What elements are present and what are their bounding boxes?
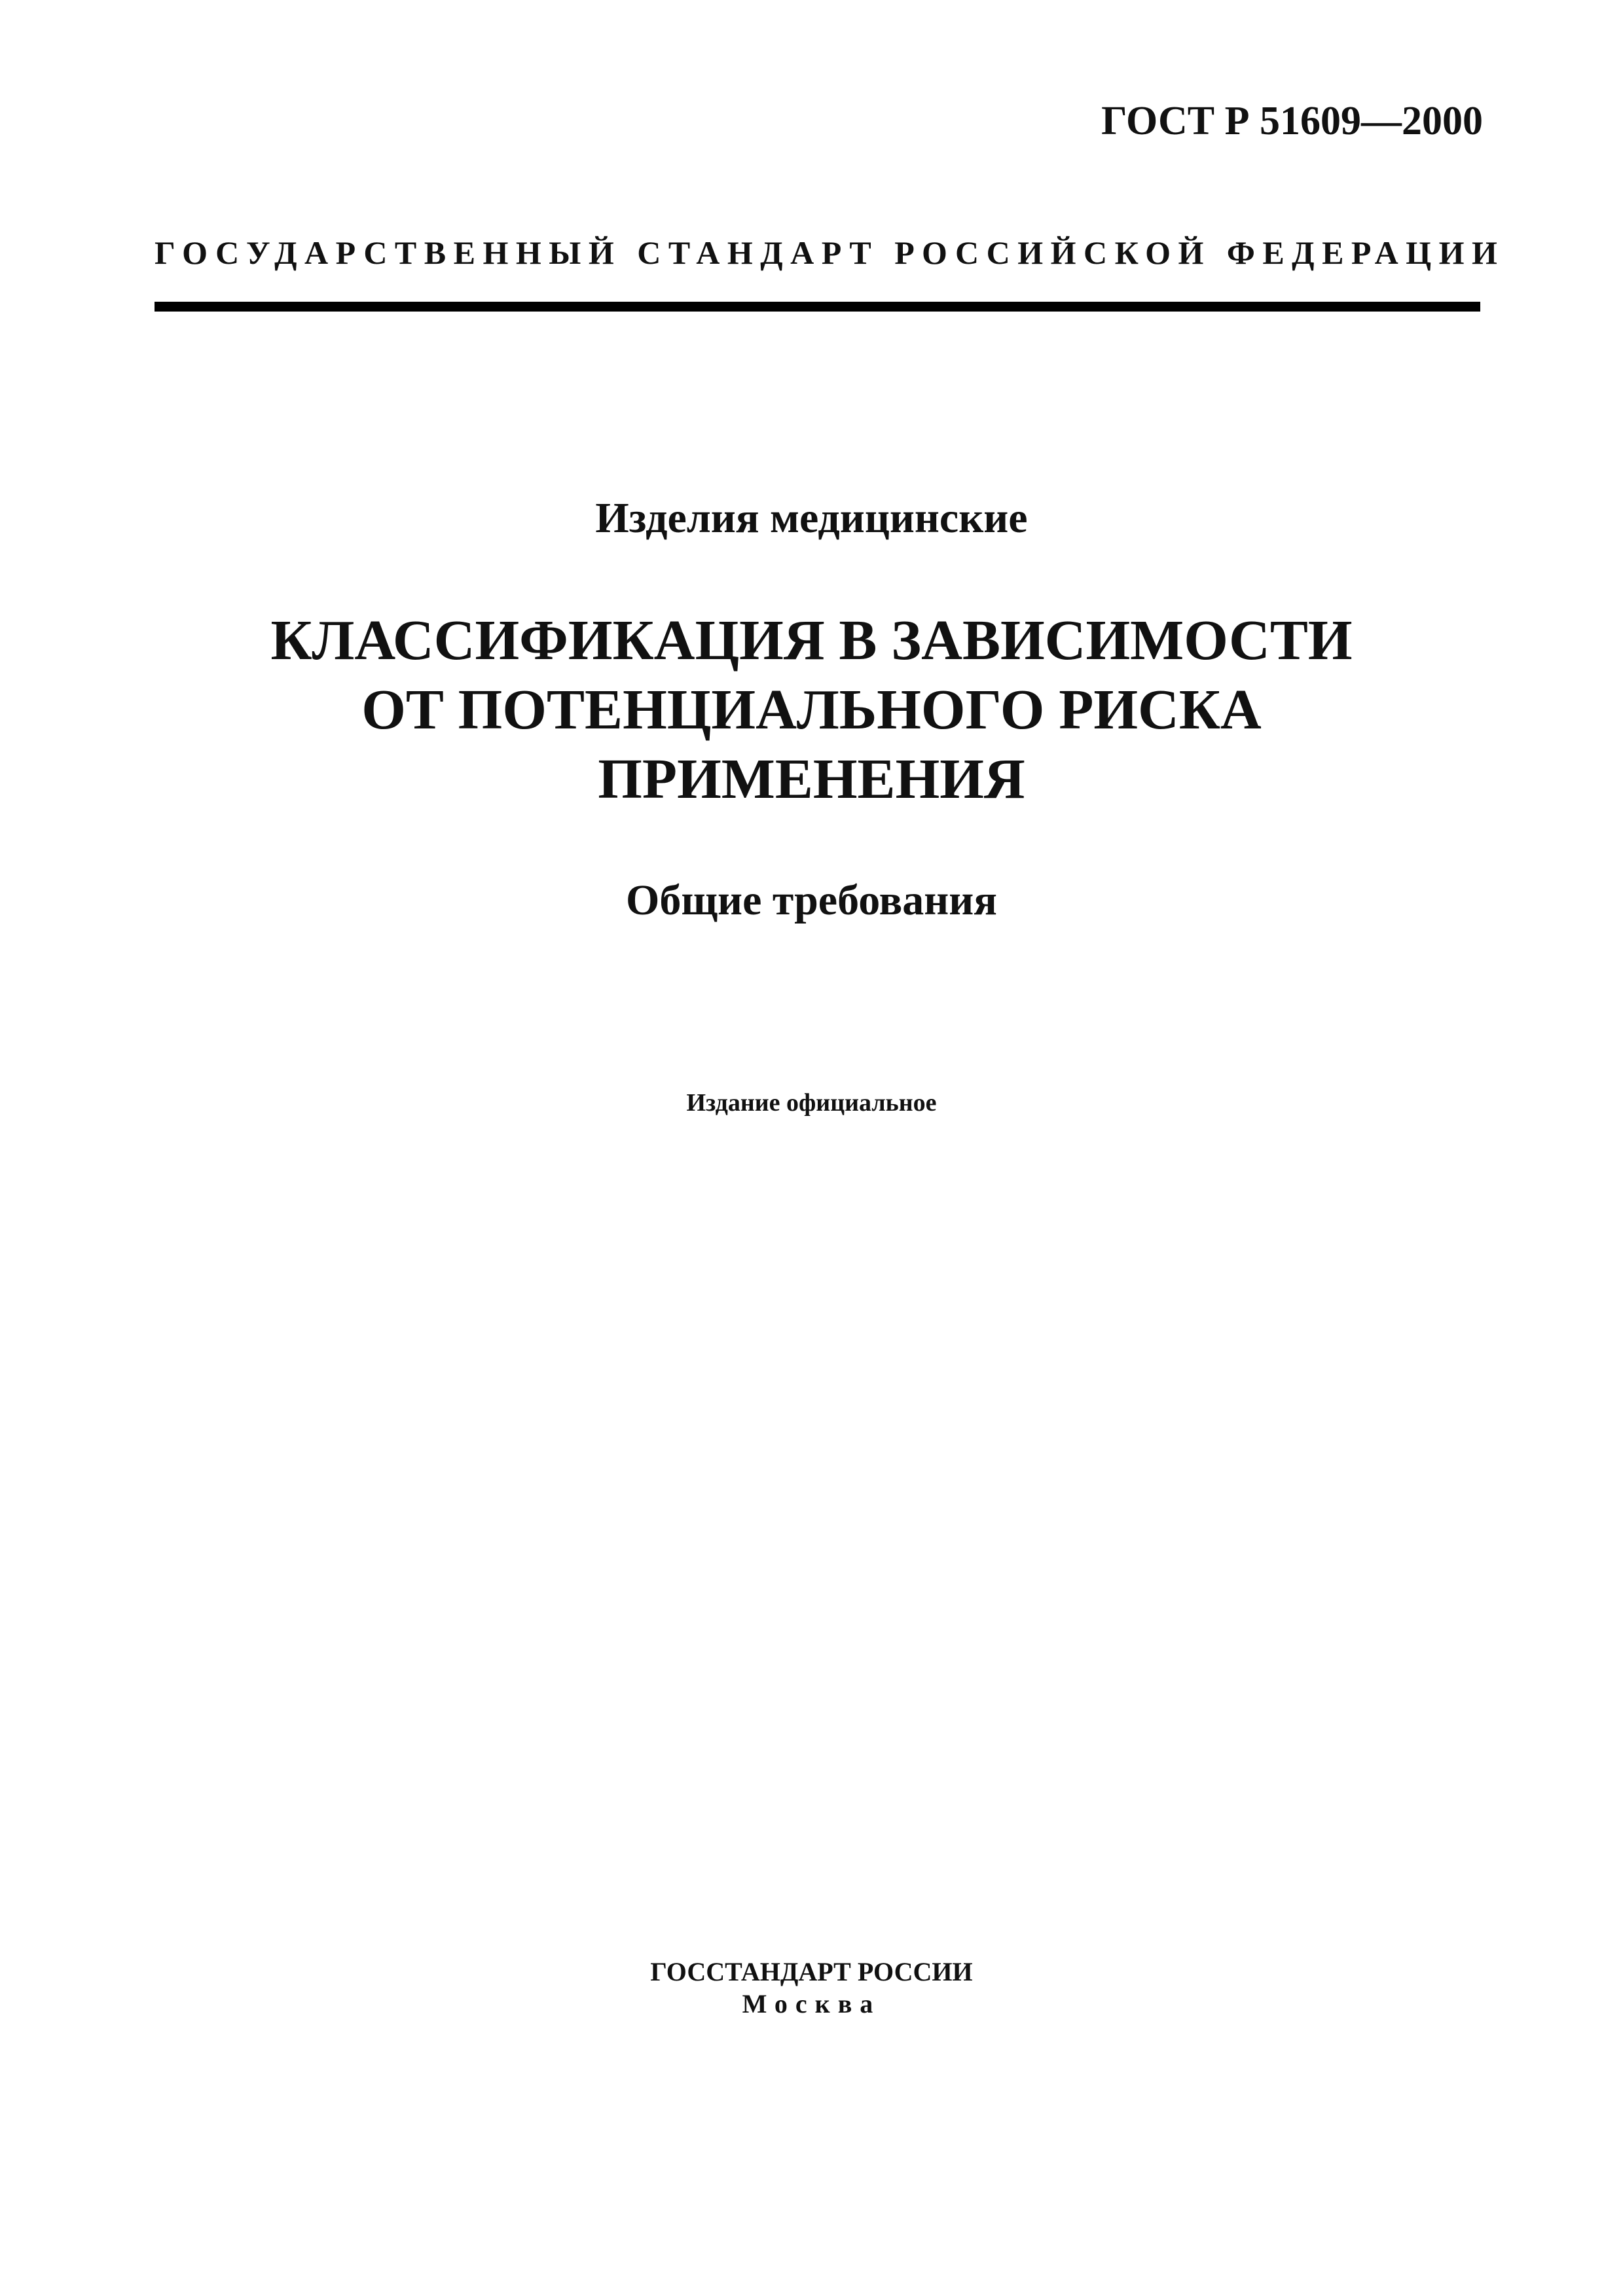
state-standard-heading: ГОСУДАРСТВЕННЫЙ СТАНДАРТ РОССИЙСКОЙ ФЕДЕРАЦИИ xyxy=(155,234,1505,271)
publication-city: Москва xyxy=(742,1989,881,2018)
document-subtitle: Общие требования xyxy=(626,876,997,924)
title-line: ПРИМЕНЕНИЯ xyxy=(598,747,1025,810)
edition-note: Издание официальное xyxy=(686,1089,937,1117)
header-divider xyxy=(155,302,1480,312)
title-line: КЛАССИФИКАЦИЯ В ЗАВИСИМОСТИ xyxy=(270,608,1353,672)
publisher-name: ГОССТАНДАРТ РОССИИ xyxy=(650,1957,973,1986)
document-number: ГОСТ Р 51609—2000 xyxy=(1101,99,1483,143)
document-title xyxy=(0,605,1623,814)
title-line: ОТ ПОТЕНЦИАЛЬНОГО РИСКА xyxy=(361,677,1262,741)
document-category: Изделия медицинские xyxy=(595,494,1028,542)
